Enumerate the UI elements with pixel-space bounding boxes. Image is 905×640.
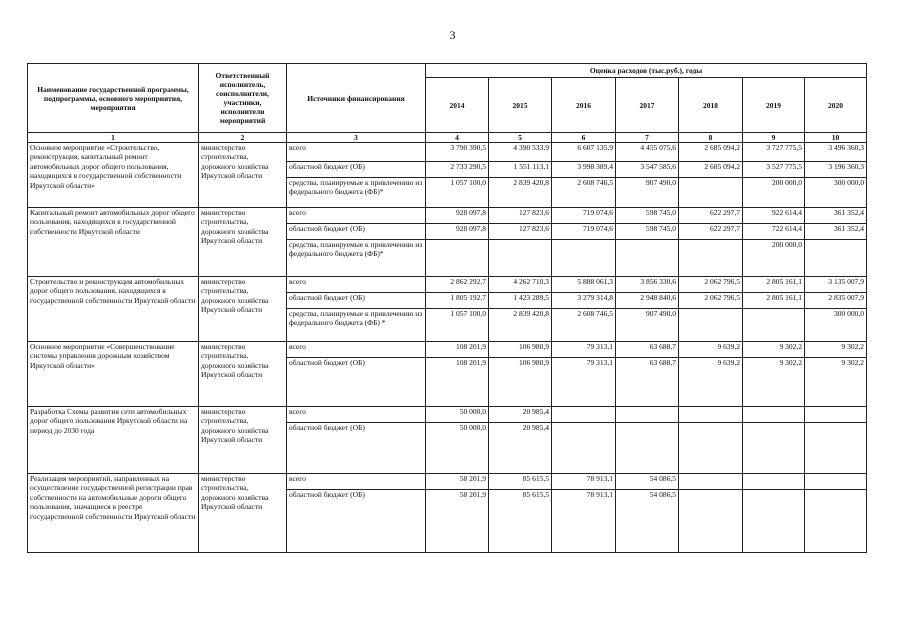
header-year: 2019 xyxy=(743,78,805,133)
header-year: 2017 xyxy=(616,78,679,133)
amount-cell: 9 302,2 xyxy=(743,358,805,407)
amount-cell xyxy=(679,309,743,342)
funding-source-cell: средства, планируемые к привлечению из федерального бюджета (ФБ)* xyxy=(287,178,426,208)
amount-cell: 78 913,1 xyxy=(552,490,616,553)
amount-cell: 50 000,0 xyxy=(426,407,489,423)
header-estimate: Оценка расходов (тыс.руб.), годы xyxy=(426,64,867,78)
amount-cell: 2 839 420,8 xyxy=(489,309,552,342)
amount-cell: 907 490,0 xyxy=(616,178,679,208)
amount-cell: 922 614,4 xyxy=(743,208,805,224)
amount-cell: 106 980,9 xyxy=(489,342,552,358)
table-row xyxy=(28,474,867,490)
table-row xyxy=(28,208,867,224)
column-number: 9 xyxy=(743,133,805,143)
amount-cell: 108 201,9 xyxy=(426,358,489,407)
table-row xyxy=(28,143,867,162)
amount-cell xyxy=(616,423,679,474)
amount-cell xyxy=(743,474,805,490)
amount-cell: 598 745,0 xyxy=(616,208,679,224)
amount-cell: 58 201,9 xyxy=(426,490,489,553)
amount-cell: 79 313,1 xyxy=(552,358,616,407)
amount-cell: 20 985,4 xyxy=(489,407,552,423)
amount-cell: 127 823,6 xyxy=(489,208,552,224)
amount-cell: 3 856 330,6 xyxy=(616,277,679,293)
program-name-cell: Реализация мероприятий, направленных на осуществление государственной регистрации прав собственности на автомобильные дороги общего пользования, значащиеся в реестре государственной собственности Иркутской области xyxy=(28,474,199,553)
amount-cell: 3 727 775,5 xyxy=(743,143,805,162)
program-name-cell: Разработка Схемы развития сети автомобильных дорог общего пользования Иркутской области на период до 2030 года xyxy=(28,407,199,474)
amount-cell: 2 862 292,7 xyxy=(426,277,489,293)
amount-cell: 2 948 840,6 xyxy=(616,293,679,309)
amount-cell: 3 790 390,5 xyxy=(426,143,489,162)
header-responsible: Ответственный исполнитель, соисполнители, участники, исполнители мероприятий xyxy=(199,64,287,133)
amount-cell xyxy=(805,240,867,277)
amount-cell: 50 000,0 xyxy=(426,423,489,474)
amount-cell: 4 262 710,3 xyxy=(489,277,552,293)
funding-source-cell: средства, планируемые к привлечению из федерального бюджета (ФБ)* xyxy=(287,240,426,277)
amount-cell: 3 527 775,5 xyxy=(743,162,805,178)
page-number: 3 xyxy=(449,28,456,42)
amount-cell xyxy=(679,178,743,208)
amount-cell xyxy=(805,490,867,553)
amount-cell: 9 302,2 xyxy=(805,342,867,358)
program-name-cell: Капитальный ремонт автомобильных дорог общего пользования, находящихся в государственной собственности Иркутской области xyxy=(28,208,199,277)
amount-cell: 78 913,1 xyxy=(552,474,616,490)
amount-cell: 3 135 007,9 xyxy=(805,277,867,293)
table-row xyxy=(28,277,867,293)
amount-cell xyxy=(616,240,679,277)
amount-cell: 6 607 135,9 xyxy=(552,143,616,162)
amount-cell: 4 455 075,6 xyxy=(616,143,679,162)
amount-cell: 9 639,2 xyxy=(679,358,743,407)
amount-cell: 361 352,4 xyxy=(805,208,867,224)
table-row xyxy=(28,342,867,358)
amount-cell xyxy=(426,240,489,277)
funding-source-cell: всего xyxy=(287,208,426,224)
column-number: 8 xyxy=(679,133,743,143)
responsible-cell: министерство строительства, дорожного хозяйства Иркутской области xyxy=(199,143,287,208)
amount-cell: 3 279 314,8 xyxy=(552,293,616,309)
column-number-row xyxy=(28,133,867,143)
program-name-cell: Основное мероприятие «Строительство, реконструкция, капитальный ремонт автомобильных дорог общего пользования, находящихся в государственной собственности Иркутской области» xyxy=(28,143,199,208)
column-number: 10 xyxy=(805,133,867,143)
responsible-cell: министерство строительства, дорожного хозяйства Иркутской области xyxy=(199,407,287,474)
amount-cell: 58 201,9 xyxy=(426,474,489,490)
amount-cell: 85 615,5 xyxy=(489,474,552,490)
amount-cell: 1 057 100,0 xyxy=(426,178,489,208)
column-number: 7 xyxy=(616,133,679,143)
table-body xyxy=(28,143,867,553)
column-number: 3 xyxy=(287,133,426,143)
amount-cell xyxy=(805,474,867,490)
responsible-cell: министерство строительства, дорожного хозяйства Иркутской области xyxy=(199,342,287,407)
header-year: 2020 xyxy=(805,78,867,133)
amount-cell: 2 733 290,5 xyxy=(426,162,489,178)
amount-cell xyxy=(552,423,616,474)
amount-cell: 907 490,0 xyxy=(616,309,679,342)
funding-source-cell: всего xyxy=(287,277,426,293)
funding-source-cell: средства, планируемые к привлечению из федерального бюджета (ФБ) * xyxy=(287,309,426,342)
amount-cell: 3 196 360,3 xyxy=(805,162,867,178)
amount-cell: 598 745,0 xyxy=(616,224,679,240)
amount-cell: 1 805 192,7 xyxy=(426,293,489,309)
amount-cell: 4 390 533,9 xyxy=(489,143,552,162)
amount-cell: 722 614,4 xyxy=(743,224,805,240)
header-year: 2015 xyxy=(489,78,552,133)
amount-cell: 63 688,7 xyxy=(616,342,679,358)
amount-cell: 2 685 094,2 xyxy=(679,162,743,178)
header-year: 2014 xyxy=(426,78,489,133)
column-number: 4 xyxy=(426,133,489,143)
amount-cell: 2 062 796,5 xyxy=(679,277,743,293)
amount-cell: 20 985,4 xyxy=(489,423,552,474)
amount-cell: 928 097,8 xyxy=(426,224,489,240)
amount-cell: 719 074,6 xyxy=(552,208,616,224)
funding-source-cell: областной бюджет (ОБ) xyxy=(287,162,426,178)
amount-cell: 54 086,5 xyxy=(616,490,679,553)
amount-cell: 9 639,2 xyxy=(679,342,743,358)
responsible-cell: министерство строительства, дорожного хозяйства Иркутской области xyxy=(199,474,287,553)
amount-cell xyxy=(489,240,552,277)
responsible-cell: министерство строительства, дорожного хозяйства Иркутской области xyxy=(199,277,287,342)
amount-cell xyxy=(743,490,805,553)
amount-cell xyxy=(679,474,743,490)
amount-cell: 2 835 007,9 xyxy=(805,293,867,309)
responsible-cell: министерство строительства, дорожного хозяйства Иркутской области xyxy=(199,208,287,277)
funding-source-cell: всего xyxy=(287,407,426,423)
budget-table xyxy=(27,63,867,553)
amount-cell: 108 201,9 xyxy=(426,342,489,358)
column-number: 2 xyxy=(199,133,287,143)
funding-source-cell: всего xyxy=(287,143,426,162)
amount-cell: 1 551 113,1 xyxy=(489,162,552,178)
funding-source-cell: всего xyxy=(287,342,426,358)
amount-cell: 200 000,0 xyxy=(743,178,805,208)
amount-cell xyxy=(679,407,743,423)
amount-cell: 1 423 289,5 xyxy=(489,293,552,309)
amount-cell: 361 352,4 xyxy=(805,224,867,240)
amount-cell xyxy=(616,407,679,423)
amount-cell xyxy=(552,240,616,277)
amount-cell: 79 313,1 xyxy=(552,342,616,358)
header-year: 2018 xyxy=(679,78,743,133)
funding-source-cell: областной бюджет (ОБ) xyxy=(287,423,426,474)
amount-cell: 3 998 389,4 xyxy=(552,162,616,178)
amount-cell: 106 980,9 xyxy=(489,358,552,407)
amount-cell: 2 805 161,1 xyxy=(743,293,805,309)
amount-cell: 300 000,0 xyxy=(805,178,867,208)
program-name-cell: Основное мероприятие «Совершенствование системы управления дорожным хозяйством Иркутской области» xyxy=(28,342,199,407)
amount-cell: 2 839 420,8 xyxy=(489,178,552,208)
amount-cell: 85 615,5 xyxy=(489,490,552,553)
amount-cell: 54 086,5 xyxy=(616,474,679,490)
amount-cell: 3 496 360,3 xyxy=(805,143,867,162)
header-source: Источники финансирования xyxy=(287,64,426,133)
amount-cell: 928 097,8 xyxy=(426,208,489,224)
amount-cell xyxy=(743,309,805,342)
amount-cell xyxy=(805,407,867,423)
amount-cell: 9 302,2 xyxy=(805,358,867,407)
amount-cell: 2 608 746,5 xyxy=(552,178,616,208)
amount-cell xyxy=(679,423,743,474)
amount-cell: 3 547 585,6 xyxy=(616,162,679,178)
amount-cell: 9 302,2 xyxy=(743,342,805,358)
amount-cell xyxy=(743,407,805,423)
funding-source-cell: всего xyxy=(287,474,426,490)
amount-cell: 719 074,6 xyxy=(552,224,616,240)
amount-cell xyxy=(679,490,743,553)
amount-cell: 127 823,6 xyxy=(489,224,552,240)
amount-cell: 1 057 100,0 xyxy=(426,309,489,342)
amount-cell: 622 297,7 xyxy=(679,208,743,224)
column-number: 1 xyxy=(28,133,199,143)
amount-cell: 2 685 094,2 xyxy=(679,143,743,162)
column-number: 6 xyxy=(552,133,616,143)
amount-cell: 200 000,0 xyxy=(743,240,805,277)
funding-source-cell: областной бюджет (ОБ) xyxy=(287,293,426,309)
amount-cell xyxy=(743,423,805,474)
amount-cell xyxy=(552,407,616,423)
amount-cell xyxy=(679,240,743,277)
amount-cell: 2 608 746,5 xyxy=(552,309,616,342)
amount-cell: 5 888 061,3 xyxy=(552,277,616,293)
amount-cell: 63 688,7 xyxy=(616,358,679,407)
header-year: 2016 xyxy=(552,78,616,133)
amount-cell: 622 297,7 xyxy=(679,224,743,240)
amount-cell: 300 000,0 xyxy=(805,309,867,342)
funding-source-cell: областной бюджет (ОБ) xyxy=(287,490,426,553)
amount-cell: 2 062 796,5 xyxy=(679,293,743,309)
amount-cell xyxy=(805,423,867,474)
amount-cell: 2 805 161,1 xyxy=(743,277,805,293)
header-program: Наименование государственной программы, подпрограммы, основного мероприятия, мероприятия xyxy=(28,64,199,133)
program-name-cell: Строительство и реконструкция автомобильных дорог общего пользования, находящихся в государственной собственности Иркутской области xyxy=(28,277,199,342)
table-row xyxy=(28,407,867,423)
column-number: 5 xyxy=(489,133,552,143)
funding-source-cell: областной бюджет (ОБ) xyxy=(287,358,426,407)
funding-source-cell: областной бюджет (ОБ) xyxy=(287,224,426,240)
